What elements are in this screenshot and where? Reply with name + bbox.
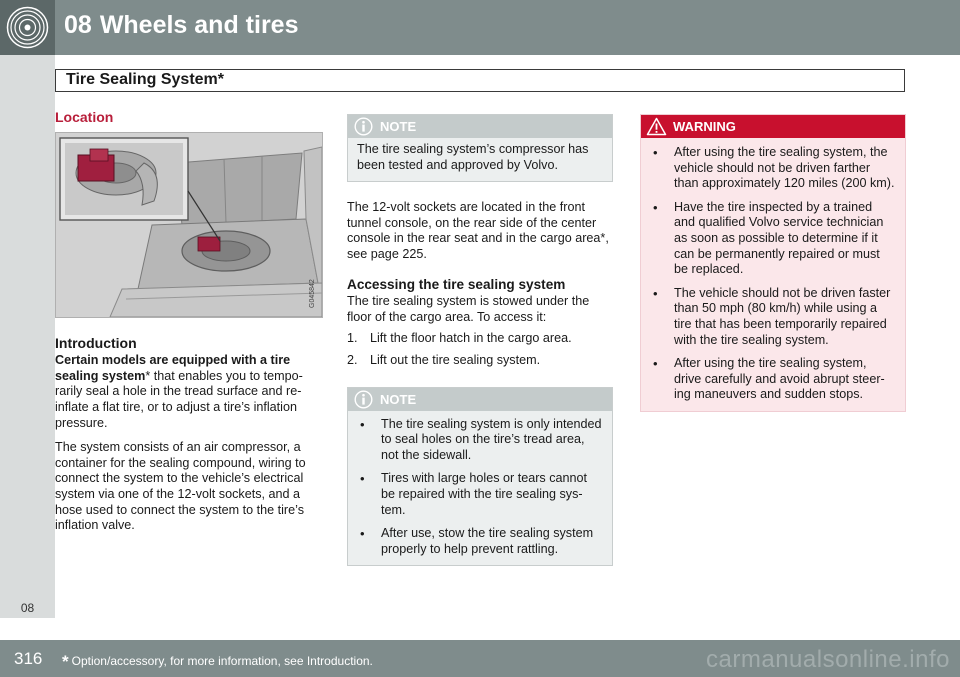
note-box-compressor — [347, 114, 613, 182]
chapter-title — [64, 11, 306, 40]
footnote-mark: * — [62, 652, 69, 671]
step-number: 1. — [347, 331, 358, 346]
cargo-area-drawing — [56, 133, 322, 317]
note-header — [348, 388, 612, 411]
side-tab-number: 08 — [20, 601, 35, 615]
page-footer — [0, 640, 960, 677]
warning-bullet: • After using the tire sealing system, the vehicle should not be driven farther than approximately 120 miles (200 km). — [650, 145, 896, 192]
warning-label: WARNING — [673, 119, 736, 134]
sockets-paragraph: The 12-volt sockets are located in the front tunnel console, on the rear side of the center console in the rear seat and in the cargo area*, see page 225. — [347, 200, 609, 261]
image-code: G045842 — [309, 278, 316, 308]
warning-bullet: • The vehicle should not be driven faster than 50 mph (80 km/h) while using a tire that has been temporarily repaired with the tire sealing system. — [650, 286, 896, 348]
watermark: carmanualsonline.info — [706, 646, 950, 673]
warning-bullet: • Have the tire inspected by a trained and qualified Volvo service technician as soon as possible to determine if it can be permanently repaired or must be replaced. — [650, 200, 896, 278]
note-text: The tire sealing system’s compressor has been tested and approved by Volvo. — [357, 142, 589, 172]
note-label: NOTE — [380, 119, 417, 134]
page-number: 316 — [14, 649, 43, 668]
step-item — [347, 353, 613, 369]
intro-rest: * that enables you to tempo-rarily seal a hole in the tread surface and re-inflate a flat tire, or to adjust a tire’s inflation pressure. — [55, 368, 303, 430]
note-bullet: • The tire sealing system is only intended to seal holes on the tire’s tread area, not the sidewall. — [357, 417, 603, 464]
tire-icon — [6, 6, 49, 49]
access-steps — [347, 331, 613, 368]
warning-bullet-list — [650, 145, 896, 403]
footnote-text: Option/accessory, for more information, see Introduction. — [71, 654, 373, 668]
warning-box — [640, 114, 906, 412]
chapter-header — [0, 0, 960, 55]
introduction-heading: Introduction — [55, 334, 137, 351]
note-box-usage — [347, 387, 613, 567]
step-item — [347, 331, 613, 347]
info-icon — [354, 117, 373, 136]
step-number: 2. — [347, 352, 358, 367]
note-header — [348, 115, 612, 138]
warning-bullet: • After using the tire sealing system, drive carefully and avoid abrupt steer-ing maneuvers and sudden stops. — [650, 356, 896, 403]
chapter-side-tab — [0, 55, 55, 618]
footnote — [62, 652, 373, 672]
cargo-area-illustration — [55, 132, 323, 318]
column-middle — [347, 114, 613, 566]
warning-triangle-icon — [646, 117, 667, 136]
chapter-number: 08 — [64, 11, 92, 39]
accessing-heading: Accessing the tire sealing system — [347, 276, 566, 292]
intro-lead: Certain models are equipped with a tire sealing system — [55, 353, 291, 383]
section-title-bar — [55, 69, 905, 92]
warning-header — [641, 115, 905, 138]
note-bullet-list — [357, 417, 603, 558]
intro-paragraph — [55, 353, 323, 431]
system-paragraph: The system consists of an air compressor, a container for the sealing compound, wiring to connect the system to the vehicle’s electrical system via one of the 12-volt sockets, and a hose used to connect the system to the tire’s inflation valve. — [55, 440, 306, 533]
warning-body — [641, 138, 905, 411]
column-left — [55, 110, 323, 534]
section-title: Tire Sealing System* — [66, 71, 224, 88]
note-label: NOTE — [380, 391, 417, 407]
note-body — [348, 411, 612, 566]
info-icon — [354, 390, 373, 409]
column-right — [640, 114, 906, 412]
note-bullet: • Tires with large holes or tears cannot be repaired with the tire sealing sys-tem. — [357, 471, 603, 518]
location-heading: Location — [55, 109, 114, 125]
chapter-icon-box — [0, 0, 55, 55]
note-bullet: • After use, stow the tire sealing system properly to help prevent rattling. — [357, 526, 603, 557]
step-text: Lift out the tire sealing system. — [370, 352, 541, 367]
accessing-intro: The tire sealing system is stowed under the floor of the cargo area. To access it: — [347, 294, 590, 324]
step-text: Lift the floor hatch in the cargo area. — [370, 331, 572, 346]
chapter-name: Wheels and tires — [99, 11, 299, 39]
